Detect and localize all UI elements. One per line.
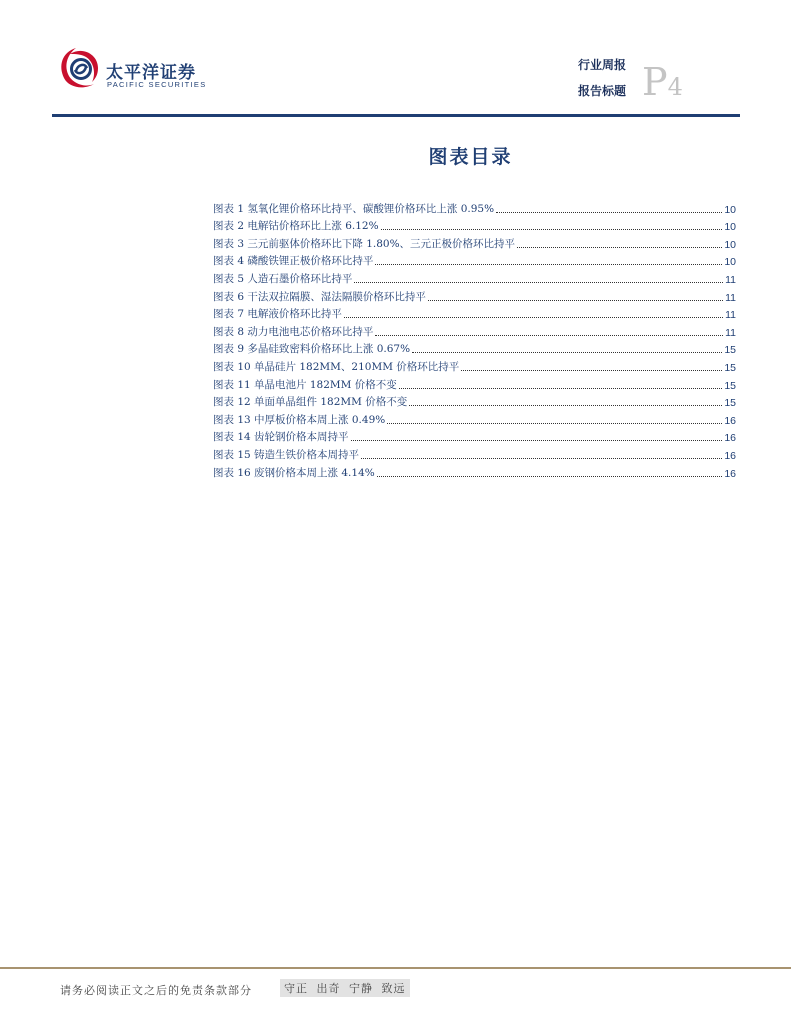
footer-motto: 守正 出奇 宁静 致远 bbox=[280, 979, 410, 997]
page-letter: P bbox=[642, 60, 668, 104]
logo-chinese-name: 太平洋证券 bbox=[106, 63, 196, 83]
page-digit: 4 bbox=[667, 73, 683, 101]
toc-entry[interactable] bbox=[213, 268, 736, 286]
toc-entry-title: 图表 10 单晶硅片 182MM、210MM 价格环比持平 bbox=[213, 360, 460, 373]
header-divider bbox=[52, 114, 740, 117]
toc-entry[interactable] bbox=[213, 321, 736, 339]
toc-entry-title: 图表 16 废钢价格本周上涨 4.14% bbox=[213, 466, 375, 479]
toc-dot-leader bbox=[377, 476, 723, 477]
toc-entry[interactable] bbox=[213, 216, 736, 234]
toc-entry-page: 10 bbox=[724, 256, 736, 269]
company-logo bbox=[56, 44, 216, 94]
toc-entry-title: 图表 11 单晶电池片 182MM 价格不变 bbox=[213, 378, 397, 391]
toc-entry-title: 图表 2 电解钴价格环比上涨 6.12% bbox=[213, 220, 379, 233]
toc-entry[interactable] bbox=[213, 356, 736, 374]
toc-entry-page: 15 bbox=[724, 361, 736, 374]
footer-disclaimer: 请务必阅读正文之后的免责条款部分 bbox=[60, 984, 252, 997]
toc-dot-leader bbox=[387, 423, 722, 424]
toc-dot-leader bbox=[517, 247, 722, 248]
toc-dot-leader bbox=[381, 229, 723, 230]
toc-entry[interactable] bbox=[213, 409, 736, 427]
toc-entry-page: 16 bbox=[724, 432, 736, 445]
toc-heading: 图表目录 bbox=[428, 146, 513, 168]
toc-dot-leader bbox=[496, 212, 722, 213]
toc-entry-page: 15 bbox=[724, 397, 736, 410]
toc-entry[interactable] bbox=[213, 392, 736, 410]
toc-entry[interactable] bbox=[213, 427, 736, 445]
toc-dot-leader bbox=[361, 458, 722, 459]
toc-entry-title: 图表 7 电解液价格环比持平 bbox=[213, 308, 342, 321]
toc-entry-title: 图表 12 单面单晶组件 182MM 价格不变 bbox=[213, 396, 408, 409]
toc-dot-leader bbox=[375, 264, 722, 265]
toc-entry-page: 16 bbox=[724, 467, 736, 480]
toc-dot-leader bbox=[461, 370, 722, 371]
toc-entry-page: 10 bbox=[724, 203, 736, 216]
toc-entry[interactable] bbox=[213, 233, 736, 251]
toc-entry-title: 图表 8 动力电池电芯价格环比持平 bbox=[213, 325, 374, 338]
toc-entry-title: 图表 5 人造石墨价格环比持平 bbox=[213, 272, 353, 285]
toc-entry-page: 11 bbox=[725, 326, 736, 339]
toc-entry[interactable] bbox=[213, 374, 736, 392]
toc-dot-leader bbox=[428, 300, 723, 301]
toc-entry-title: 图表 3 三元前驱体价格环比下降 1.80%、三元正极价格环比持平 bbox=[213, 237, 516, 250]
toc-dot-leader bbox=[375, 335, 723, 336]
toc-entry-page: 10 bbox=[724, 221, 736, 234]
toc-entry[interactable] bbox=[213, 339, 736, 357]
toc-dot-leader bbox=[354, 282, 723, 283]
toc-entry-page: 15 bbox=[724, 344, 736, 357]
toc-entry-title: 图表 6 干法双拉隔膜、湿法隔膜价格环比持平 bbox=[213, 290, 426, 303]
toc-dot-leader bbox=[344, 317, 723, 318]
pacific-securities-logo-icon bbox=[56, 44, 102, 92]
toc-entry-title: 图表 4 磷酸铁锂正极价格环比持平 bbox=[213, 255, 374, 268]
toc-entry[interactable] bbox=[213, 251, 736, 269]
toc-entry-page: 10 bbox=[724, 238, 736, 251]
toc-entry-title: 图表 14 齿轮钢价格本周持平 bbox=[213, 431, 349, 444]
toc-entry-title: 图表 13 中厚板价格本周上涨 0.49% bbox=[213, 413, 386, 426]
toc-entry-page: 11 bbox=[725, 273, 736, 286]
toc-entry-title: 图表 15 铸造生铁价格本周持平 bbox=[213, 448, 360, 461]
toc-entry-page: 15 bbox=[724, 379, 736, 392]
report-title: 报告标题 bbox=[578, 84, 627, 98]
toc-entry[interactable] bbox=[213, 462, 736, 480]
report-type: 行业周报 bbox=[578, 58, 627, 72]
toc-entry[interactable] bbox=[213, 286, 736, 304]
page-number bbox=[642, 60, 683, 104]
toc-entry-page: 16 bbox=[724, 414, 736, 427]
toc-entry-page: 11 bbox=[725, 291, 736, 304]
toc-entry-title: 图表 1 氢氧化锂价格环比持平、碳酸锂价格环比上涨 0.95% bbox=[213, 202, 495, 215]
toc-dot-leader bbox=[412, 352, 722, 353]
toc-entry-page: 16 bbox=[724, 449, 736, 462]
footer-divider bbox=[0, 967, 791, 969]
toc-dot-leader bbox=[351, 440, 723, 441]
toc-entry-page: 11 bbox=[725, 309, 736, 322]
toc-dot-leader bbox=[409, 405, 722, 406]
toc-entry[interactable] bbox=[213, 304, 736, 322]
toc-entry-title: 图表 9 多晶硅致密料价格环比上涨 0.67% bbox=[213, 343, 411, 356]
toc-entry[interactable] bbox=[213, 198, 736, 216]
toc-dot-leader bbox=[399, 388, 723, 389]
table-of-figures bbox=[213, 198, 736, 480]
toc-entry[interactable] bbox=[213, 444, 736, 462]
logo-english-name: PACIFIC SECURITIES bbox=[107, 80, 207, 89]
